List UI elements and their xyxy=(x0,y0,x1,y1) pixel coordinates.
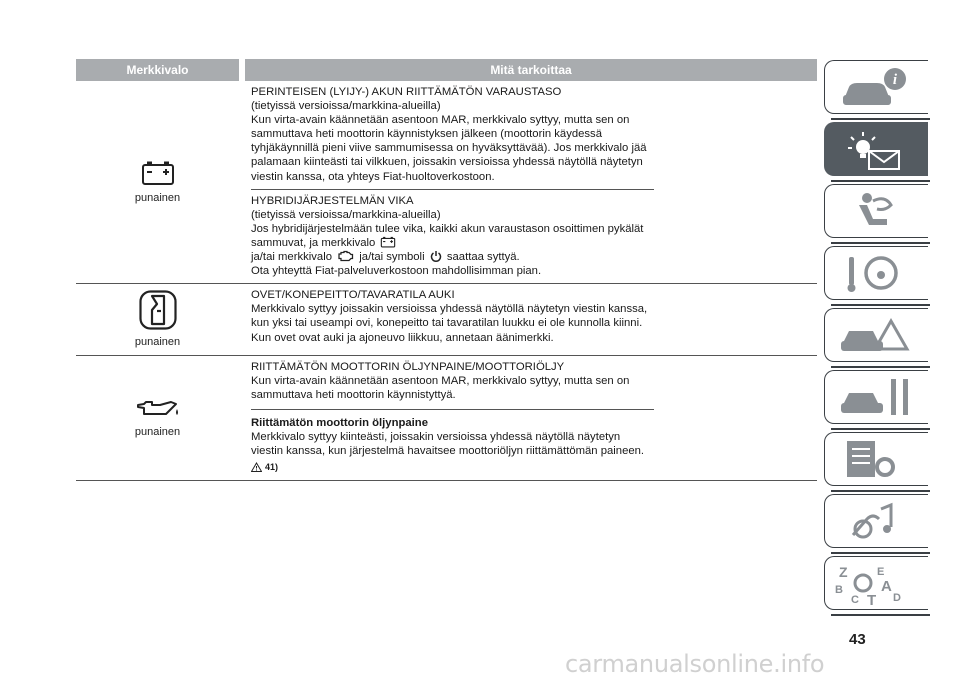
watermark: carmanualsonline.info xyxy=(565,650,825,678)
battery-warning-icon xyxy=(380,236,396,248)
segment-body: ja/tai symboli xyxy=(359,251,425,264)
svg-text:E: E xyxy=(877,566,885,578)
segment-title: OVET/KONEPEITTO/TAVARATILA AUKI xyxy=(251,289,455,302)
tab-maintenance[interactable] xyxy=(824,370,928,424)
segment-body: Kun virta-avain käännetään asentoon MAR, merkkivalo syttyy, mutta sen on sammuttava heti moottorin käynnistyttyä. xyxy=(251,374,630,401)
meaning-cell xyxy=(76,356,654,481)
meaning-segment xyxy=(251,409,654,480)
seat-airbag-icon xyxy=(833,189,921,235)
segment-body: Kun virta-avain käännetään asentoon MAR, merkkivalo syttyy, mutta sen on sammuttava heti moottorin käynnistyksen jälkeen (moottorin käydessä tyhjäkäynnillä pieni viive sammumisessa on hyväksyttävää). Jos merkkivalo jää palamaan kiinteästi tai vilkkuen, joissakin versioissa yhdessä näytöllä näytetyn viestin kanssa, ota yhteys Fiat-huoltoverkostoon. xyxy=(251,114,647,183)
table-header xyxy=(76,59,817,81)
tab-technical-data[interactable] xyxy=(824,432,928,486)
svg-text:D: D xyxy=(893,592,901,604)
table-row xyxy=(76,81,817,284)
car-tools-icon xyxy=(833,375,921,421)
engine-warning-icon xyxy=(337,250,354,262)
table-row xyxy=(76,284,817,355)
segment-title: HYBRIDIJÄRJESTELMÄN VIKA xyxy=(251,194,414,207)
specs-gear-icon xyxy=(833,437,921,483)
table-row xyxy=(76,356,817,482)
warning-number: 41) xyxy=(265,462,279,473)
alphabetical-index-icon xyxy=(833,561,921,607)
segment-subtitle: (tietyissä versioissa/markkina-alueilla) xyxy=(251,208,441,221)
indicator-color-label: punainen xyxy=(134,192,181,205)
header-meaning: Mitä tarkoittaa xyxy=(245,59,817,81)
meaning-cell xyxy=(76,284,654,354)
tab-multimedia[interactable] xyxy=(824,494,928,548)
segment-body: saattaa syttyä. xyxy=(446,251,520,264)
indicator-color-label: punainen xyxy=(134,425,181,438)
car-hazard-icon xyxy=(833,313,921,359)
segment-body: Ota yhteyttä Fiat-palveluverkostoon mahdollisimman pian. xyxy=(251,265,542,278)
segment-body: Merkkivalo syttyy kiinteästi, joissakin versioissa yhdessä näytöllä näytetyn viestin kanssa, kun järjestelmä havaitsee moottoriöljyn riittämättömän paineen. xyxy=(251,430,645,458)
meaning-cell xyxy=(76,81,654,283)
segment-subtitle: (tietyissä versioissa/markkina-alueilla) xyxy=(251,100,441,113)
svg-text:A: A xyxy=(881,578,892,595)
segment-bold-title: Riittämätön moottorin öljynpaine xyxy=(251,416,428,429)
indicator-color-label: punainen xyxy=(134,336,181,349)
warning-light-message-icon xyxy=(833,127,921,173)
steering-wheel-key-icon xyxy=(833,251,921,297)
meaning-segment xyxy=(251,189,654,284)
svg-text:B: B xyxy=(835,584,843,596)
segment-body: Merkkivalo syttyy joissakin versioissa yhdessä näytöllä näytetyn viestin kanssa, kun yksi tai useampi ovi, konepeitto tai tavaratilan luukku ei ole kunnolla kiinni. Kun ovet ovat auki ja ajoneuvo liikkuu, annetaan äänimerkki. xyxy=(251,303,648,344)
svg-text:T: T xyxy=(867,592,877,607)
segment-title: RIITTÄMÄTÖN MOOTTORIN ÖLJYNPAINE/MOOTTORIÖLJY xyxy=(251,360,565,373)
tab-warning-lights[interactable] xyxy=(824,122,928,176)
car-info-icon xyxy=(833,65,921,111)
segment-body: ja/tai merkkivalo xyxy=(251,251,332,264)
svg-text:i: i xyxy=(892,72,898,88)
meaning-segment xyxy=(251,284,654,354)
power-symbol-icon xyxy=(430,250,442,262)
indicator-table xyxy=(76,59,817,481)
meaning-segment xyxy=(251,81,654,189)
tab-safety[interactable] xyxy=(824,184,928,238)
svg-text:Z: Z xyxy=(839,564,848,580)
header-indicator: Merkkivalo xyxy=(76,59,239,81)
warning-triangle-icon xyxy=(251,462,262,472)
tab-starting[interactable] xyxy=(824,246,928,300)
svg-text:C: C xyxy=(851,594,859,606)
segment-body: Jos hybridijärjestelmään tulee vika, kaikki akun varaustason osoittimen pykälät sammuvat, ja merkkivalo xyxy=(251,222,644,249)
tab-emergency[interactable] xyxy=(824,308,928,362)
segment-title: PERINTEISEN (LYIJY-) AKUN RIITTÄMÄTÖN VARAUSTASO xyxy=(251,86,562,98)
multimedia-icon xyxy=(833,499,921,545)
tab-index[interactable] xyxy=(824,556,928,610)
warning-reference xyxy=(251,460,654,474)
page-number: 43 xyxy=(849,631,866,648)
meaning-segment xyxy=(251,356,654,409)
tab-car-info[interactable] xyxy=(824,60,928,114)
